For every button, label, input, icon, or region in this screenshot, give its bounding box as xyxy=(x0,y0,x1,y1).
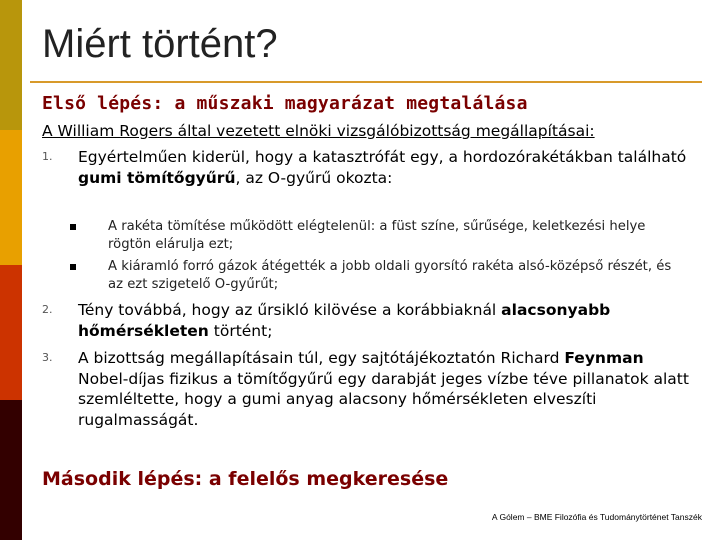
sub-bullet-text: A rakéta tömítése működött elégtelenül: a füst színe, sűrűsége, keletkezési helye rögtön elárulja ezt; xyxy=(108,219,646,252)
sidebar-segment-4 xyxy=(0,400,22,540)
sidebar-segment-3 xyxy=(0,265,22,400)
section-heading-2: Második lépés: a felelős megkeresése xyxy=(42,468,449,490)
section-heading-1: Első lépés: a műszaki magyarázat megtalálása xyxy=(42,93,528,114)
numbered-item-2 xyxy=(42,300,692,341)
item-number: 3. xyxy=(42,351,53,364)
item-bold-text: gumi tömítőgyűrű xyxy=(78,168,236,187)
title-divider xyxy=(30,81,702,83)
square-bullet-icon xyxy=(70,264,76,270)
item-text: Egyértelműen kiderül, hogy a katasztrófát egy, a hordozórakétákban található gumi tömítőgyűrű, az O-gyűrű okozta: xyxy=(78,148,687,187)
sub-bullet-text: A kiáramló forró gázok átégették a jobb oldali gyorsító rakéta alsó-középső részét, és az ezt szigetelő O-gyűrűt; xyxy=(108,259,672,292)
item-bold-text: alacsonyabb hőmérsékleten xyxy=(78,301,611,340)
slide-title: Miért történt? xyxy=(42,22,278,66)
sub-bullet-item-2 xyxy=(70,258,690,293)
intro-text: A William Rogers által vezetett elnöki vizsgálóbizottság megállapításai: xyxy=(42,122,595,140)
sub-bullet-item-1 xyxy=(70,218,690,253)
item-text: Tény továbbá, hogy az űrsikló kilövése a korábbiaknál alacsonyabb hőmérsékleten történt; xyxy=(78,301,611,340)
item-number: 2. xyxy=(42,303,53,316)
item-bold-text: Feynman xyxy=(564,349,644,367)
item-number: 1. xyxy=(42,150,53,163)
item-text: A bizottság megállapításain túl, egy sajtótájékoztatón Richard Feynman Nobel-díjas fizikus a tömítőgyűrű egy darabját jeges vízbe téve pillanatok alatt szemléltette, hogy a gumi anyag alacsony hőmérsékleten elveszíti rugalmasságát. xyxy=(78,349,689,429)
sidebar-segment-2 xyxy=(0,130,22,265)
footer-credit: A Gólem – BME Filozófia és Tudománytörténet Tanszék xyxy=(491,512,702,522)
square-bullet-icon xyxy=(70,224,76,230)
numbered-item-1 xyxy=(42,147,692,188)
sidebar-segment-1 xyxy=(0,0,22,130)
numbered-item-3 xyxy=(42,348,692,430)
